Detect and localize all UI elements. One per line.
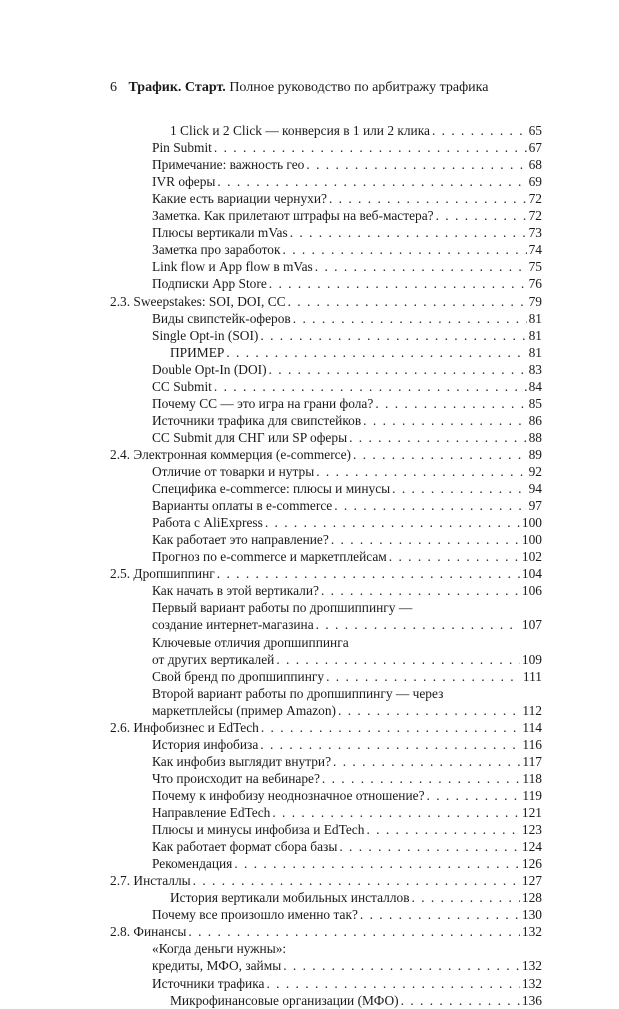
toc-entry-title: Почему CC — это игра на грани фола? xyxy=(152,395,374,411)
toc-entry-title-line: «Когда деньги нужны»: xyxy=(152,941,287,957)
toc-entry[interactable] xyxy=(152,736,542,753)
dot-leader xyxy=(188,923,520,940)
dot-leader xyxy=(363,412,526,429)
toc-entry-page: 130 xyxy=(521,907,542,923)
toc-entry-title: кредиты, МФО, займы xyxy=(152,958,282,974)
toc-entry[interactable] xyxy=(152,668,542,685)
toc-entry-title: ПРИМЕР xyxy=(170,344,225,360)
toc-entry-page: 123 xyxy=(521,822,542,838)
dot-leader xyxy=(283,957,520,974)
toc-entry-title: 2.6. Инфобизнес и EdTech xyxy=(110,719,259,735)
toc-entry-page: 116 xyxy=(522,736,542,752)
dot-leader xyxy=(226,344,526,361)
toc-entry-page: 106 xyxy=(521,583,542,599)
toc-entry-page: 67 xyxy=(528,140,542,156)
toc-entry[interactable] xyxy=(152,190,542,207)
toc-entry[interactable] xyxy=(152,685,542,719)
toc-entry-page: 119 xyxy=(522,787,542,803)
toc-entry-title: Специфика e-commerce: плюсы и минусы xyxy=(152,481,391,497)
toc-entry-page: 118 xyxy=(522,770,542,786)
dot-leader xyxy=(217,173,526,190)
toc-entry-page: 107 xyxy=(521,617,542,633)
dot-leader xyxy=(436,207,527,224)
toc-entry-page: 74 xyxy=(528,242,542,258)
toc-entry-page: 97 xyxy=(528,498,542,514)
dot-leader xyxy=(217,565,520,582)
toc-entry-title: Заметка. Как прилетают штрафы на веб-мастера? xyxy=(152,208,434,224)
toc-entry-page: 104 xyxy=(521,566,542,582)
toc-entry-page: 79 xyxy=(528,293,542,309)
toc-entry-page: 124 xyxy=(521,839,542,855)
toc-entry[interactable] xyxy=(152,514,542,531)
toc-entry[interactable] xyxy=(152,156,542,173)
toc-entry-title: 2.8. Финансы xyxy=(110,924,187,940)
toc-entry-page: 111 xyxy=(522,668,542,684)
toc-entry[interactable] xyxy=(152,173,542,190)
dot-leader xyxy=(375,395,526,412)
toc-entry-page: 92 xyxy=(528,464,542,479)
toc-entry-title: маркетплейсы (пример Amazon) xyxy=(152,702,337,718)
toc-entry-title: Плюсы и минусы инфобиза и EdTech xyxy=(152,822,365,838)
toc-entry[interactable] xyxy=(152,378,542,395)
dot-leader xyxy=(306,156,526,173)
toc-entry[interactable] xyxy=(152,855,542,872)
toc-entry-title: Как инфобиз выглядит внутри? xyxy=(152,753,332,769)
toc-entry[interactable] xyxy=(170,344,542,361)
toc-entry-page: 132 xyxy=(521,958,542,974)
toc-entry-title: Микрофинансовые организации (МФО) xyxy=(170,992,399,1008)
dot-leader xyxy=(326,668,521,685)
dot-leader xyxy=(261,719,521,736)
toc-entry-title: Источники трафика для свипстейков xyxy=(152,412,362,428)
toc-entry-title: Виды свипстейк-оферов xyxy=(152,310,291,326)
toc-entry-title-line: Второй вариант работы по дропшиппингу — через xyxy=(152,685,444,701)
dot-leader xyxy=(269,361,527,378)
dot-leader xyxy=(338,702,520,719)
toc-entry-title: от других вертикалей xyxy=(152,651,275,667)
dot-leader xyxy=(266,975,519,992)
toc-entry[interactable] xyxy=(152,497,542,514)
toc-entry[interactable] xyxy=(152,241,542,258)
toc-entry-title: Прогноз по e-commerce и маркетплейсам xyxy=(152,549,387,565)
toc-entry-title: Почему все произошло именно так? xyxy=(152,907,358,923)
toc-entry-title: Как работает формат сбора базы xyxy=(152,839,338,855)
toc-entry-page: 85 xyxy=(528,395,542,411)
toc-entry-title: Какие есть вариации чернухи? xyxy=(152,191,327,207)
dot-leader xyxy=(366,821,519,838)
toc-entry[interactable] xyxy=(152,770,542,787)
toc-entry-page: 69 xyxy=(528,174,542,190)
toc-entry[interactable] xyxy=(152,139,542,156)
toc-entry[interactable] xyxy=(152,429,542,446)
toc-entry-page: 81 xyxy=(528,310,542,326)
toc-entry[interactable] xyxy=(152,975,542,992)
toc-entry-page: 136 xyxy=(521,992,542,1008)
toc-entry-page: 68 xyxy=(528,157,542,173)
dot-leader xyxy=(288,293,527,310)
dot-leader xyxy=(290,224,527,241)
toc-entry-page: 65 xyxy=(528,123,542,138)
toc-entry-title: Почему к инфобизу неоднозначное отношение? xyxy=(152,787,425,803)
dot-leader xyxy=(389,548,520,565)
toc-entry-title: Заметка про заработок xyxy=(152,242,281,258)
dot-leader xyxy=(321,582,520,599)
dot-leader xyxy=(214,378,527,395)
toc-entry[interactable] xyxy=(152,582,542,599)
toc-entry-page: 100 xyxy=(521,532,542,548)
toc-entry-page: 132 xyxy=(521,975,542,991)
toc-entry[interactable] xyxy=(152,463,542,480)
toc-entry[interactable] xyxy=(110,446,542,463)
toc-entry-page: 109 xyxy=(521,651,542,667)
toc-entry-title: создание интернет-магазина xyxy=(152,617,314,633)
dot-leader xyxy=(412,889,520,906)
toc-entry[interactable] xyxy=(152,395,542,412)
toc-entry[interactable] xyxy=(110,872,542,889)
toc-entry[interactable] xyxy=(152,275,542,292)
dot-leader xyxy=(432,122,527,139)
toc-entry-page: 132 xyxy=(521,924,542,940)
toc-entry[interactable] xyxy=(152,412,542,429)
toc-entry-title: Link flow и App flow в mVas xyxy=(152,259,313,275)
dot-leader xyxy=(333,753,520,770)
dot-leader xyxy=(401,992,520,1009)
toc-entry[interactable] xyxy=(152,906,542,923)
toc-entry-title: Источники трафика xyxy=(152,975,265,991)
toc-entry-title: 1 Click и 2 Click — конверсия в 1 или 2 клика xyxy=(170,123,430,138)
toc-entry-title: История вертикали мобильных инсталлов xyxy=(170,890,410,906)
dot-leader xyxy=(214,139,527,156)
toc-entry-page: 73 xyxy=(528,225,542,241)
dot-leader xyxy=(269,275,527,292)
toc-entry-page: 72 xyxy=(528,191,542,207)
toc-entry[interactable] xyxy=(152,753,542,770)
dot-leader xyxy=(260,736,520,753)
dot-leader xyxy=(329,190,527,207)
toc-entry-title-line: Ключевые отличия дропшиппинга xyxy=(152,634,349,650)
toc-entry-title: Double Opt-In (DOI) xyxy=(152,361,267,377)
toc-entry-title: Подписки App Store xyxy=(152,276,267,292)
toc-entry-page: 128 xyxy=(521,890,542,906)
book-title: Трафик. Старт. xyxy=(128,80,226,95)
toc-entry-title: Работа с AliExpress xyxy=(152,515,263,531)
toc-entry-page: 76 xyxy=(528,276,542,292)
toc-entry-page: 102 xyxy=(521,549,542,565)
toc-entry-page: 86 xyxy=(528,412,542,428)
toc-entry[interactable] xyxy=(152,224,542,241)
dot-leader xyxy=(260,327,526,344)
toc-entry[interactable] xyxy=(152,548,542,565)
toc-entry-title: CC Submit для СНГ или SP оферы xyxy=(152,429,348,445)
toc-entry-title: Single Opt-in (SOI) xyxy=(152,327,259,343)
book-subtitle: Полное руководство по арбитражу трафика xyxy=(229,80,489,95)
toc-entry-page: 84 xyxy=(528,378,542,394)
toc-entry-page: 72 xyxy=(528,208,542,224)
dot-leader xyxy=(316,616,520,633)
toc-entry[interactable] xyxy=(152,207,542,224)
toc-entry-page: 114 xyxy=(522,719,542,735)
toc-entry[interactable] xyxy=(110,293,542,310)
dot-leader xyxy=(234,855,520,872)
dot-leader xyxy=(360,906,520,923)
dot-leader xyxy=(276,651,520,668)
toc-entry-title: 2.4. Электронная коммерция (e-commerce) xyxy=(110,446,352,462)
running-header xyxy=(110,80,488,96)
toc-entry-page: 83 xyxy=(528,361,542,377)
toc-entry-title: 2.3. Sweepstakes: SOI, DOI, CC xyxy=(110,293,286,309)
toc-entry-title: Плюсы вертикали mVas xyxy=(152,225,288,241)
toc-entry-page: 81 xyxy=(528,344,542,360)
toc-entry-page: 100 xyxy=(521,515,542,531)
toc-entry-title: История инфобиза xyxy=(152,736,259,752)
toc-entry-page: 126 xyxy=(521,856,542,872)
toc-entry-title: Свой бренд по дропшиппингу xyxy=(152,668,325,684)
toc-entry-title: Направление EdTech xyxy=(152,805,271,820)
toc-entry[interactable] xyxy=(152,838,542,855)
toc-entry-title: Что происходит на вебинаре? xyxy=(152,770,320,786)
toc-entry[interactable] xyxy=(152,327,542,344)
toc-entry-title: Отличие от товарки и нутры xyxy=(152,464,315,479)
toc-entry-title: Рекомендация xyxy=(152,856,233,872)
toc-entry-page: 89 xyxy=(528,446,542,462)
dot-leader xyxy=(283,241,527,258)
toc-entry-title: 2.7. Инсталлы xyxy=(110,873,191,889)
toc-entry[interactable] xyxy=(110,719,542,736)
toc-entry-title: IVR оферы xyxy=(152,174,216,190)
toc-entry[interactable] xyxy=(110,923,542,940)
page-number: 6 xyxy=(110,80,117,95)
toc-entry-page: 121 xyxy=(521,805,542,820)
dot-leader xyxy=(349,429,527,446)
toc-entry[interactable] xyxy=(152,310,542,327)
toc-entry[interactable] xyxy=(152,804,542,821)
toc-entry[interactable] xyxy=(152,599,542,633)
toc-entry-page: 88 xyxy=(528,429,542,445)
dot-leader xyxy=(272,804,520,821)
dot-leader xyxy=(334,497,526,514)
toc-entry[interactable] xyxy=(152,634,542,668)
toc-entry-page: 112 xyxy=(522,702,542,718)
toc-entry-title: Варианты оплаты в e-commerce xyxy=(152,498,333,514)
toc-entry[interactable] xyxy=(110,565,542,582)
toc-entry-title: CC Submit xyxy=(152,378,212,394)
toc-entry-title: Примечание: важность гео xyxy=(152,157,305,173)
toc-entry[interactable] xyxy=(152,940,542,974)
dot-leader xyxy=(392,480,526,497)
toc-entry-title-line: Первый вариант работы по дропшиппингу — xyxy=(152,600,413,616)
dot-leader xyxy=(331,531,520,548)
toc-entry-page: 81 xyxy=(528,327,542,343)
toc-entry[interactable] xyxy=(170,992,542,1009)
dot-leader xyxy=(316,463,526,480)
toc-entry-page: 127 xyxy=(521,873,542,889)
toc-entry[interactable] xyxy=(152,821,542,838)
toc-entry-page: 94 xyxy=(528,481,542,497)
toc-entry[interactable] xyxy=(152,258,542,275)
toc-entry[interactable] xyxy=(170,122,542,139)
dot-leader xyxy=(293,310,527,327)
toc-entry[interactable] xyxy=(152,787,542,804)
dot-leader xyxy=(193,872,520,889)
toc-entry-title: 2.5. Дропшиппинг xyxy=(110,566,215,582)
toc-entry-title: Как начать в этой вертикали? xyxy=(152,583,319,599)
dot-leader xyxy=(339,838,520,855)
dot-leader xyxy=(322,770,521,787)
dot-leader xyxy=(315,258,527,275)
dot-leader xyxy=(265,514,520,531)
toc-entry-page: 75 xyxy=(528,259,542,275)
toc-entry-page: 117 xyxy=(522,753,542,769)
toc-entry[interactable] xyxy=(152,531,542,548)
toc-entry-title: Pin Submit xyxy=(152,140,212,156)
toc-entry[interactable] xyxy=(170,889,542,906)
dot-leader xyxy=(427,787,521,804)
dot-leader xyxy=(353,446,527,463)
toc-entry[interactable] xyxy=(152,480,542,497)
toc-entry-title: Как работает это направление? xyxy=(152,532,329,548)
toc-entry[interactable] xyxy=(152,361,542,378)
